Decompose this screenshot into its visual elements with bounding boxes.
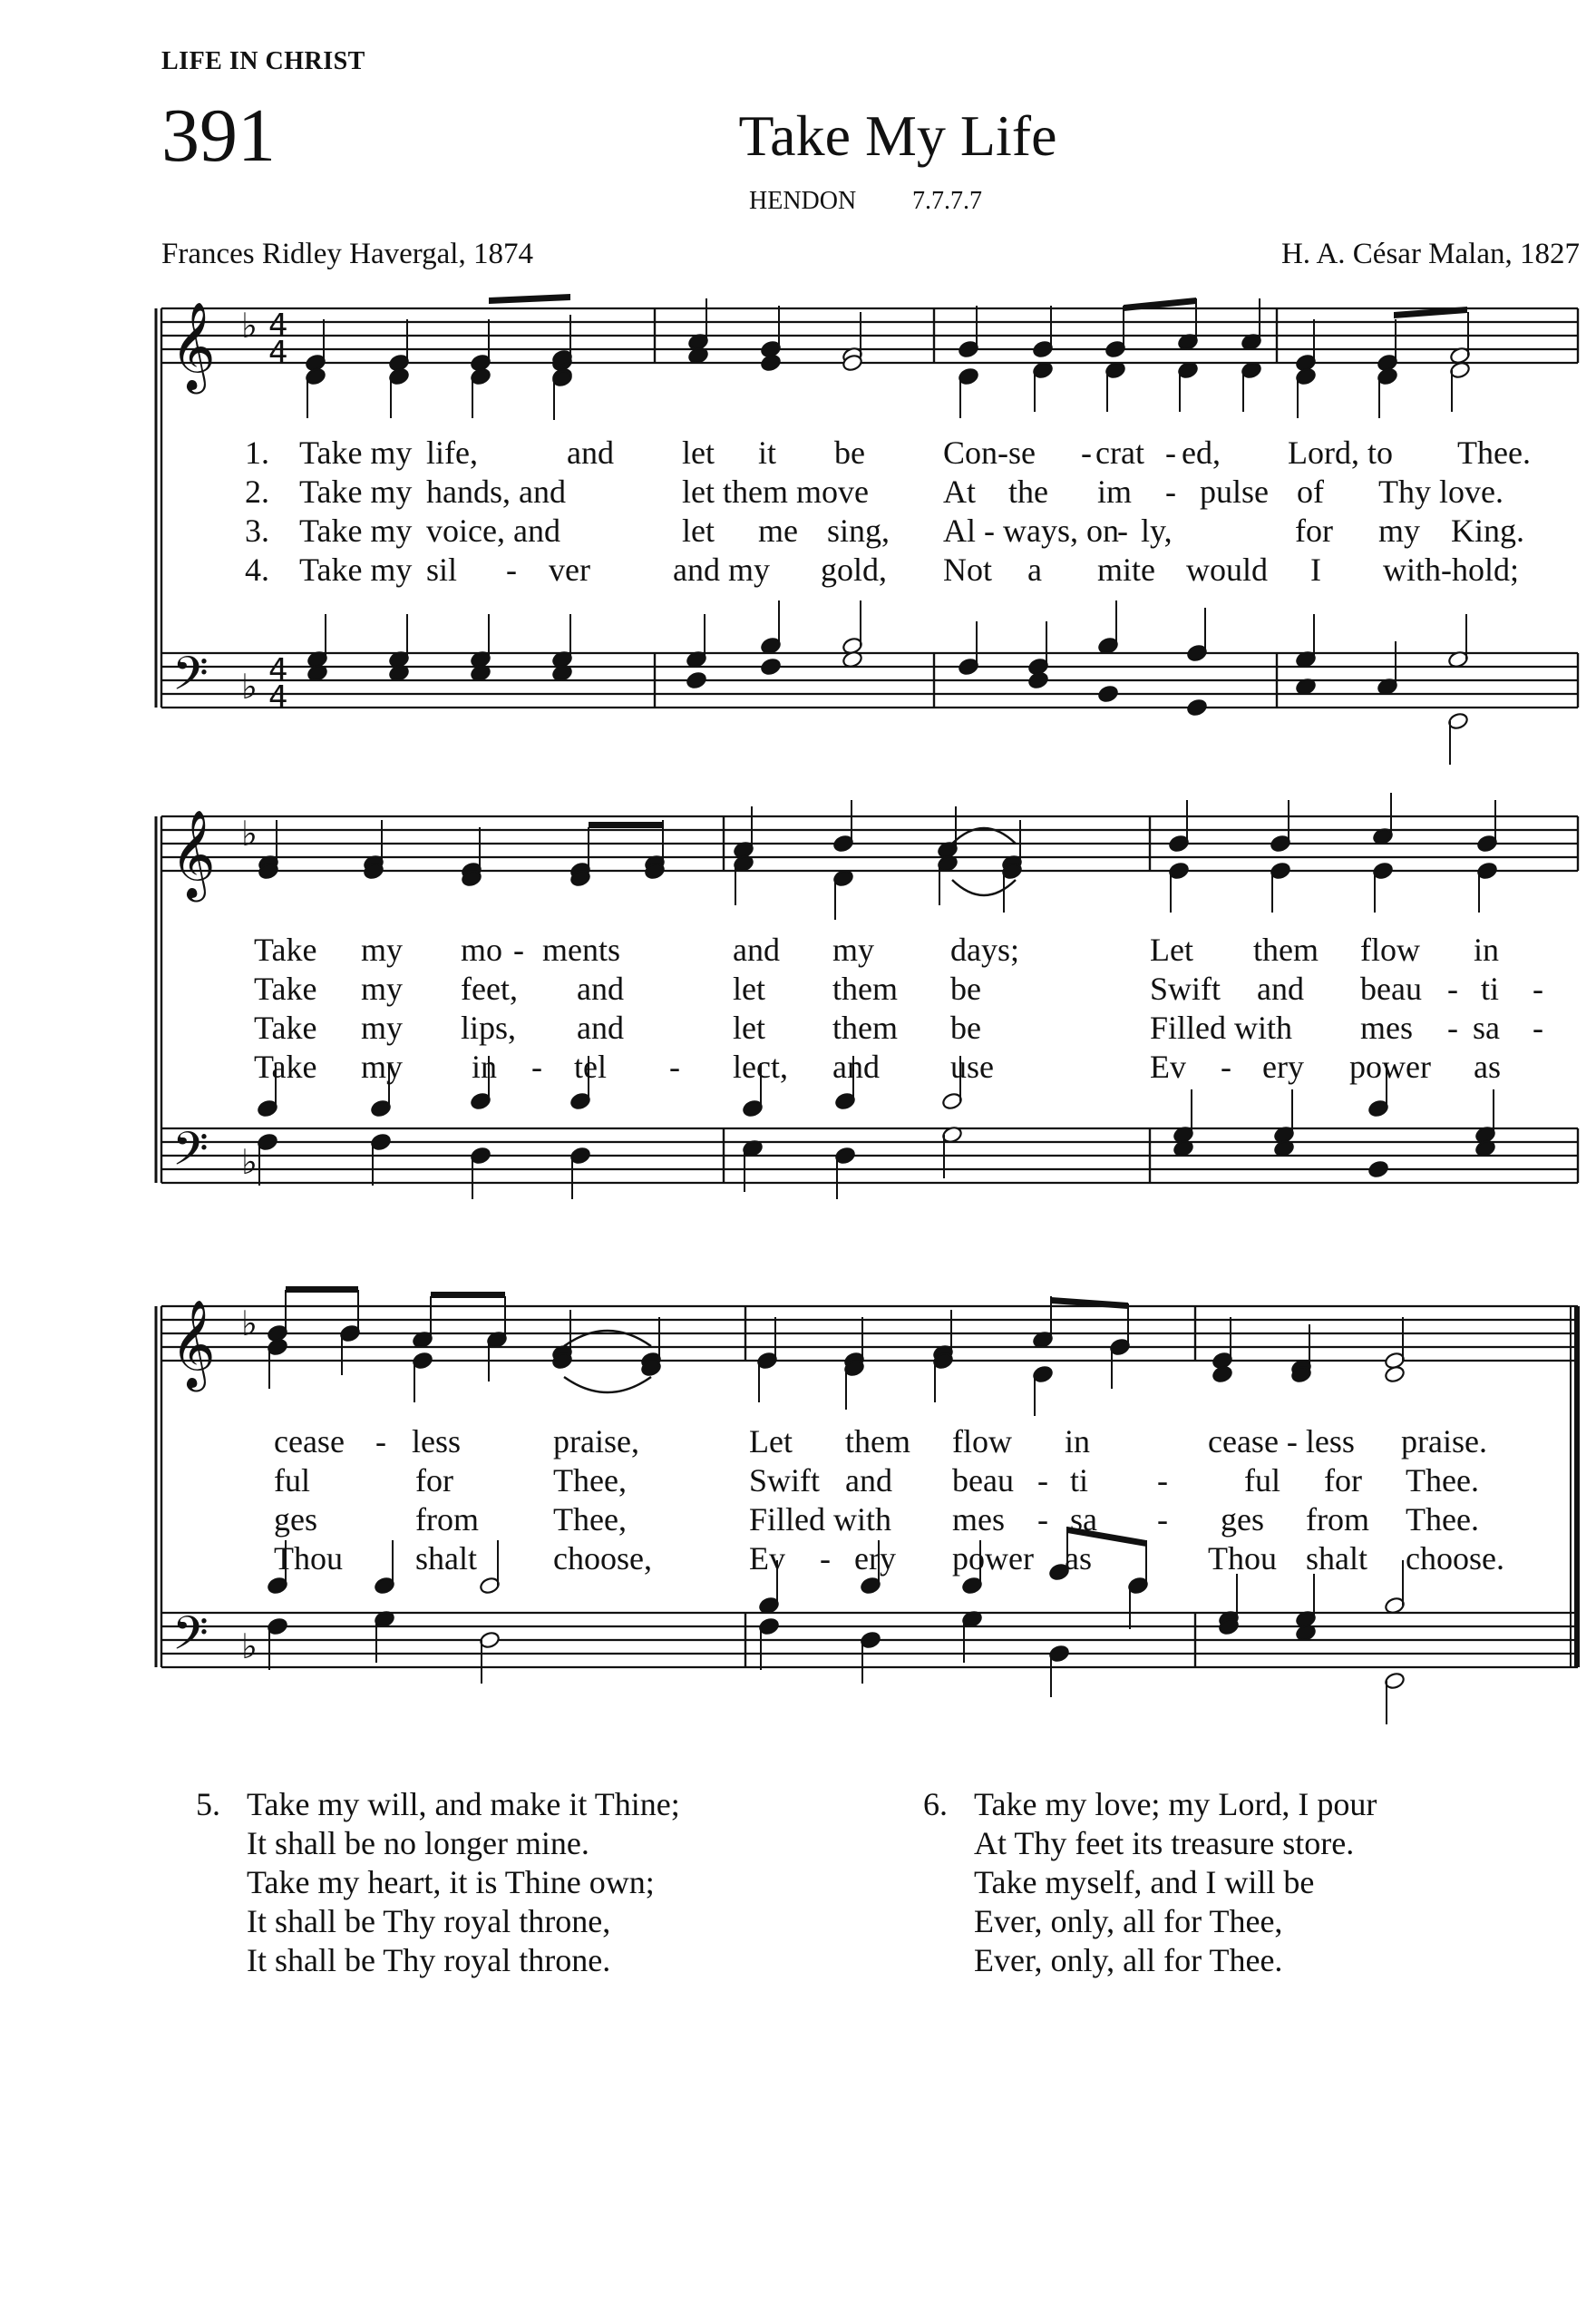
music-credit: H. A. César Malan, 1827 — [1280, 238, 1580, 270]
lyric-syllable: from — [415, 1501, 479, 1538]
lyric-line — [0, 931, 1596, 969]
lyric-syllable: be — [834, 434, 865, 471]
lyric-syllable: Thee. — [1406, 1462, 1479, 1499]
lyric-syllable: would — [1186, 552, 1268, 588]
lyric-syllable: let — [682, 513, 715, 549]
text-credit: Frances Ridley Havergal, 1874 — [161, 238, 533, 270]
lyric-syllable: Con-se — [943, 434, 1036, 471]
lyric-syllable: cease - less — [1208, 1423, 1355, 1460]
bass-note — [1097, 685, 1119, 704]
key-signature-flat: ♭ — [241, 1303, 258, 1343]
lyric-syllable: sa — [1473, 1010, 1500, 1046]
lyric-line — [0, 970, 1596, 1008]
lyric-syllable: ti — [1070, 1462, 1089, 1499]
verse-number: 4. — [245, 552, 269, 588]
lyric-syllable: Take my — [299, 434, 413, 471]
lyric-syllable: cease — [274, 1423, 345, 1460]
lyric-syllable: Thee, — [553, 1501, 627, 1538]
lyric-syllable: - — [1221, 1049, 1231, 1085]
verse-number: 5. — [196, 1786, 220, 1822]
lyric-syllable: ery — [1262, 1049, 1304, 1085]
lyric-syllable: let them move — [682, 473, 869, 510]
verse-number: 6. — [923, 1786, 948, 1822]
lyric-syllable: of — [1297, 473, 1324, 510]
lyric-syllable: them — [845, 1423, 910, 1460]
verse-line: It shall be Thy royal throne, — [247, 1903, 611, 1939]
lyric-syllable: Thee. — [1457, 434, 1531, 471]
lyric-line — [0, 1500, 1596, 1538]
verse-line: Take my will, and make it Thine; — [247, 1786, 680, 1822]
bass-note — [1367, 1160, 1389, 1179]
lyric-syllable: ti — [1481, 971, 1500, 1007]
lyric-syllable: and — [733, 932, 780, 968]
lyric-syllable: ful — [1244, 1462, 1280, 1499]
lyric-syllable: ly, — [1141, 513, 1173, 549]
lyric-syllable: beau — [1360, 971, 1422, 1007]
lyric-syllable: mo — [461, 932, 503, 968]
lyric-syllable: in — [472, 1049, 498, 1085]
lyric-syllable: sil — [426, 552, 458, 588]
treble-clef: 𝄞 — [170, 809, 216, 898]
lyric-syllable: - — [513, 932, 524, 968]
lyric-syllable: Swift — [1150, 971, 1221, 1007]
verse-line: Ever, only, all for Thee. — [974, 1942, 1283, 1978]
key-signature-flat: ♭ — [241, 814, 258, 854]
lyric-syllable: Take — [254, 1010, 317, 1046]
lyric-syllable: Take my — [299, 552, 413, 588]
lyric-syllable: praise. — [1401, 1423, 1487, 1460]
verse-line: It shall be no longer mine. — [247, 1825, 589, 1861]
bass-clef: 𝄢 — [172, 1606, 209, 1672]
lyric-syllable: flow — [1360, 932, 1420, 968]
lyric-syllable: im — [1097, 473, 1133, 510]
lyric-syllable: my — [361, 971, 404, 1007]
lyric-syllable: Take — [254, 932, 317, 968]
lyric-line — [0, 434, 1596, 472]
beam — [489, 294, 570, 304]
tie — [952, 880, 1016, 895]
lyric-syllable: as — [1474, 1049, 1501, 1085]
verse-line: Ever, only, all for Thee, — [974, 1903, 1283, 1939]
verse-line: Take my heart, it is Thine own; — [247, 1864, 655, 1900]
lyric-syllable: ges — [274, 1501, 317, 1538]
lyric-syllable: life, — [426, 434, 478, 471]
time-signature: 4 — [268, 335, 288, 371]
lyric-syllable: sa — [1070, 1501, 1097, 1538]
key-signature-flat: ♭ — [241, 1626, 258, 1666]
lyric-syllable: King. — [1451, 513, 1524, 549]
lyric-syllable: power — [952, 1540, 1034, 1577]
lyric-syllable: - — [1533, 1010, 1543, 1046]
lyric-syllable: a — [1027, 552, 1042, 588]
lyric-syllable: Filled with — [749, 1501, 892, 1538]
lyric-syllable: At — [943, 473, 976, 510]
lyric-syllable: - — [820, 1540, 831, 1577]
lyric-syllable: my — [361, 932, 404, 968]
lyric-syllable: - — [1447, 971, 1458, 1007]
hymn-title: Take My Life — [738, 103, 1057, 168]
verse-number: 2. — [245, 473, 269, 510]
lyric-syllable: and — [567, 434, 614, 471]
lyric-line — [0, 1539, 1596, 1577]
lyric-syllable: with-hold; — [1383, 552, 1519, 588]
lyric-syllable: ges — [1221, 1501, 1264, 1538]
lyric-syllable: mite — [1097, 552, 1155, 588]
lyric-syllable: my — [361, 1049, 404, 1085]
verse-line: Take myself, and I will be — [974, 1864, 1315, 1900]
lyric-syllable: let — [733, 971, 765, 1007]
lyric-line — [0, 512, 1596, 550]
lyric-line — [0, 1048, 1596, 1086]
bass-note — [760, 658, 782, 677]
lyric-syllable: Take my — [299, 513, 413, 549]
lyric-syllable: power — [1349, 1049, 1431, 1085]
beam — [589, 822, 663, 828]
lyric-line — [0, 1422, 1596, 1460]
lyric-syllable: be — [950, 971, 981, 1007]
lyric-syllable: - — [1157, 1501, 1168, 1538]
lyric-syllable: - — [1117, 513, 1128, 549]
lyric-syllable: Thou — [1208, 1540, 1277, 1577]
key-signature-flat: ♭ — [241, 1142, 258, 1182]
hymn-number: 391 — [161, 93, 276, 178]
lyric-syllable: - — [669, 1049, 680, 1085]
lyric-syllable: - — [531, 1049, 542, 1085]
lyric-syllable: Let — [1150, 932, 1193, 968]
lyric-syllable: shalt — [415, 1540, 477, 1577]
lyric-syllable: my — [361, 1010, 404, 1046]
verse-line: It shall be Thy royal throne. — [247, 1942, 611, 1978]
lyric-syllable: shalt — [1306, 1540, 1367, 1577]
bass-clef: 𝄢 — [172, 646, 209, 712]
lyric-syllable: use — [950, 1049, 994, 1085]
lyric-syllable: in — [1065, 1423, 1091, 1460]
lyric-syllable: Thee, — [553, 1462, 627, 1499]
lyric-syllable: and — [845, 1462, 892, 1499]
lyric-syllable: - — [1165, 434, 1176, 471]
lyric-syllable: - — [1037, 1501, 1048, 1538]
lyric-syllable: Filled with — [1150, 1010, 1293, 1046]
lyric-line — [0, 1461, 1596, 1499]
lyric-syllable: them — [832, 971, 898, 1007]
lyric-syllable: Swift — [749, 1462, 821, 1499]
time-signature: 4 — [268, 652, 288, 688]
time-signature: 4 — [268, 679, 288, 716]
lyric-syllable: choose. — [1406, 1540, 1504, 1577]
lyric-syllable: from — [1306, 1501, 1369, 1538]
lyric-syllable: and — [577, 971, 624, 1007]
lyric-syllable: Al - ways, on — [943, 513, 1119, 549]
lyric-syllable: mes — [952, 1501, 1005, 1538]
bass-clef: 𝄢 — [172, 1121, 209, 1187]
lyric-syllable: beau — [952, 1462, 1014, 1499]
verse-number: 3. — [245, 513, 269, 549]
lyric-syllable: - — [1165, 473, 1176, 510]
lyric-syllable: and — [577, 1010, 624, 1046]
treble-clef: 𝄞 — [170, 1299, 216, 1388]
lyric-syllable: Take — [254, 1049, 317, 1085]
lyric-syllable: flow — [952, 1423, 1012, 1460]
treble-note — [1384, 1365, 1406, 1384]
lyric-syllable: ver — [549, 552, 590, 588]
lyric-syllable: Thy love. — [1378, 473, 1504, 510]
lyric-syllable: less — [412, 1423, 461, 1460]
lyric-syllable: - — [1447, 1010, 1458, 1046]
lyric-syllable: - — [1081, 434, 1092, 471]
key-signature-flat: ♭ — [241, 667, 258, 707]
lyric-syllable: ed, — [1182, 434, 1221, 471]
lyric-syllable: Not — [943, 552, 992, 588]
lyric-syllable: tel — [574, 1049, 607, 1085]
lyric-syllable: for — [1324, 1462, 1362, 1499]
bass-note — [1027, 671, 1049, 690]
lyric-syllable: Take — [254, 971, 317, 1007]
lyric-syllable: me — [758, 513, 798, 549]
lyric-syllable: in — [1474, 932, 1500, 968]
beam — [286, 1286, 358, 1293]
lyric-syllable: Take my — [299, 473, 413, 510]
tune-name: HENDON — [749, 187, 857, 215]
meter: 7.7.7.7 — [912, 187, 982, 215]
lyric-syllable: mes — [1360, 1010, 1413, 1046]
lyric-syllable: my — [1378, 513, 1421, 549]
lyric-syllable: ful — [274, 1462, 310, 1499]
lyric-syllable: for — [1295, 513, 1333, 549]
lyric-syllable: and — [832, 1049, 880, 1085]
lyric-syllable: - — [1157, 1462, 1168, 1499]
lyric-syllable: Thee. — [1406, 1501, 1479, 1538]
lyric-syllable: hands, and — [426, 473, 566, 510]
lyric-syllable: for — [415, 1462, 453, 1499]
lyric-syllable: ments — [542, 932, 620, 968]
lyric-syllable: Lord, to — [1288, 434, 1393, 471]
lyric-syllable: them — [1253, 932, 1319, 968]
lyric-syllable: - — [506, 552, 517, 588]
lyric-line — [0, 551, 1596, 589]
lyric-syllable: choose, — [553, 1540, 652, 1577]
lyric-syllable: Ev — [749, 1540, 785, 1577]
treble-note — [1212, 1365, 1233, 1384]
lyric-syllable: and — [1257, 971, 1304, 1007]
lyric-syllable: let — [733, 1010, 765, 1046]
lyric-line — [0, 1009, 1596, 1047]
lyric-syllable: days; — [950, 932, 1019, 968]
lyric-syllable: be — [950, 1010, 981, 1046]
treble-clef: 𝄞 — [170, 301, 216, 390]
lyric-syllable: and my — [673, 552, 770, 588]
lyric-syllable: - — [1533, 971, 1543, 1007]
lyric-syllable: gold, — [821, 552, 888, 588]
lyric-syllable: - — [375, 1423, 386, 1460]
lyric-syllable: Ev — [1150, 1049, 1186, 1085]
verse-number: 1. — [245, 434, 269, 471]
lyric-syllable: lect, — [733, 1049, 788, 1085]
section-heading: LIFE IN CHRIST — [161, 47, 365, 75]
lyric-syllable: the — [1008, 473, 1048, 510]
lyric-syllable: - — [1037, 1462, 1048, 1499]
tie — [564, 1377, 651, 1392]
time-signature: 4 — [268, 308, 288, 344]
lyric-syllable: my — [832, 932, 875, 968]
treble-note — [760, 354, 782, 373]
lyric-syllable: I — [1310, 552, 1321, 588]
lyric-syllable: voice, and — [426, 513, 560, 549]
lyric-syllable: it — [758, 434, 777, 471]
beam — [431, 1292, 505, 1298]
lyric-syllable: let — [682, 434, 715, 471]
lyric-syllable: sing, — [827, 513, 890, 549]
lyric-syllable: Thou — [274, 1540, 343, 1577]
lyric-syllable: lips, — [461, 1010, 517, 1046]
lyric-syllable: them — [832, 1010, 898, 1046]
lyric-syllable: ery — [854, 1540, 896, 1577]
verse-line: Take my love; my Lord, I pour — [974, 1786, 1377, 1822]
lyric-syllable: Let — [749, 1423, 793, 1460]
lyric-syllable: crat — [1095, 434, 1144, 471]
lyric-syllable: pulse — [1200, 473, 1269, 510]
lyric-syllable: feet, — [461, 971, 518, 1007]
bass-note — [686, 671, 707, 690]
lyric-syllable: praise, — [553, 1423, 639, 1460]
verse-line: At Thy feet its treasure store. — [974, 1825, 1355, 1861]
bass-note — [1186, 698, 1208, 718]
key-signature-flat: ♭ — [241, 306, 258, 346]
lyric-syllable: as — [1065, 1540, 1092, 1577]
lyric-line — [0, 473, 1596, 511]
